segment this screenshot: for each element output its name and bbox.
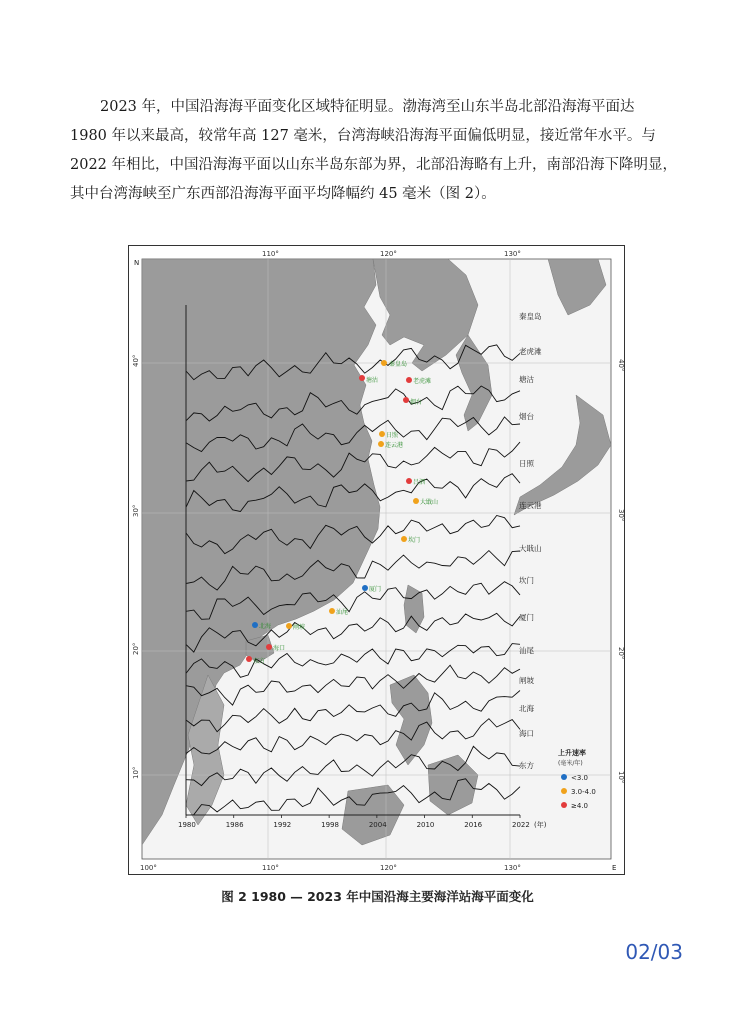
top-lon-tick-110: 110° bbox=[262, 250, 279, 258]
figure-caption: 图 2 1980 — 2023 年中国沿海主要海洋站海平面变化 bbox=[221, 889, 534, 904]
lat-tick-left-10: 10° bbox=[132, 766, 140, 779]
series-label-xiamen: 厦门 bbox=[519, 613, 534, 622]
year-tick-label: 1980 bbox=[178, 821, 196, 829]
series-label-kanmen: 坎门 bbox=[519, 576, 534, 585]
station-name-haikou: 海口 bbox=[273, 645, 286, 652]
series-label-dongfang: 东方 bbox=[519, 761, 534, 770]
east-label: E bbox=[612, 864, 617, 872]
station-dot-daishan bbox=[413, 498, 419, 504]
year-tick-label: 1992 bbox=[273, 821, 292, 829]
station-name-daishan: 大戢山 bbox=[420, 499, 439, 506]
legend-label-low: <3.0 bbox=[571, 774, 588, 782]
station-name-lvsi: 吕泗 bbox=[413, 479, 426, 486]
paragraph-line-2: 1980 年以来最高，较常年高 127 毫米，台湾海峡沿海海平面偏低明显，接近常年水平。与 bbox=[70, 128, 656, 144]
year-tick-label: 1998 bbox=[321, 821, 339, 829]
paragraph-line-4: 其中台湾海峡至广东西部沿海海平面平均降幅约 45 毫米（图 2）。 bbox=[70, 186, 496, 202]
station-name-laohutan: 老虎滩 bbox=[413, 378, 432, 385]
lat-tick-left-20: 20° bbox=[132, 642, 140, 655]
top-lon-tick-120: 120° bbox=[380, 250, 397, 258]
bottom-lon-tick-100: 100° bbox=[140, 864, 157, 872]
series-label-haikou: 海口 bbox=[519, 729, 534, 738]
station-dot-beihai bbox=[252, 622, 258, 628]
legend-dot-mid bbox=[561, 788, 567, 794]
station-dot-lvsi bbox=[406, 478, 412, 484]
lat-tick-right-40: 40° bbox=[617, 359, 625, 372]
series-label-tanggu: 塘沽 bbox=[519, 375, 534, 384]
year-tick-label: 2022 bbox=[512, 821, 530, 829]
station-dot-laohutan bbox=[406, 377, 412, 383]
bottom-lon-tick-120: 120° bbox=[380, 864, 397, 872]
station-dot-tanggu bbox=[359, 375, 365, 381]
station-name-kanmen: 坎门 bbox=[408, 537, 421, 544]
station-name-qinhuangdao: 秦皇岛 bbox=[389, 361, 408, 368]
sea-level-map-figure bbox=[128, 245, 625, 875]
series-label-beihai: 北海 bbox=[519, 704, 534, 713]
station-name-rizhao: 日照 bbox=[386, 432, 399, 439]
station-dot-zhapo bbox=[286, 623, 292, 629]
series-label-lianyungang: 连云港 bbox=[519, 501, 542, 510]
station-dot-xiamen bbox=[362, 585, 368, 591]
station-dot-shanwei bbox=[329, 608, 335, 614]
legend-label-high: ≥4.0 bbox=[571, 802, 588, 810]
station-name-shanwei: 汕尾 bbox=[336, 609, 349, 616]
series-label-yantai: 烟台 bbox=[519, 412, 534, 421]
year-axis-unit: (年) bbox=[534, 821, 547, 829]
series-label-daishan: 大戢山 bbox=[519, 544, 542, 553]
series-label-laohutan: 老虎滩 bbox=[519, 347, 542, 356]
lat-tick-left-30: 30° bbox=[132, 504, 140, 517]
station-dot-haikou bbox=[266, 644, 272, 650]
station-name-tanggu: 塘沽 bbox=[366, 377, 379, 384]
sea-level-map bbox=[128, 245, 625, 875]
station-name-dongfang: 东方 bbox=[253, 658, 266, 665]
bottom-lon-tick-110: 110° bbox=[262, 864, 279, 872]
year-tick-label: 1986 bbox=[225, 821, 244, 829]
station-name-yantai: 烟台 bbox=[410, 399, 423, 406]
station-name-xiamen: 厦门 bbox=[369, 586, 382, 593]
paragraph-line-1: 2023 年，中国沿海海平面变化区域特征明显。渤海湾至山东半岛北部沿海海平面达 bbox=[100, 99, 635, 115]
legend-title: 上升速率 bbox=[558, 749, 586, 757]
station-dot-lianyungang bbox=[378, 441, 384, 447]
legend-label-mid: 3.0-4.0 bbox=[571, 788, 596, 796]
station-dot-rizhao bbox=[379, 431, 385, 437]
series-label-shanwei: 汕尾 bbox=[519, 646, 534, 655]
station-name-lianyungang: 连云港 bbox=[385, 442, 404, 449]
legend-dot-low bbox=[561, 774, 567, 780]
lat-tick-right-10: 10° bbox=[617, 771, 625, 784]
legend-unit: (毫米/年) bbox=[558, 760, 583, 767]
series-label-rizhao: 日照 bbox=[519, 459, 534, 468]
page-number: 02/03 bbox=[625, 940, 683, 964]
station-dot-qinhuangdao bbox=[381, 360, 387, 366]
lat-tick-right-30: 30° bbox=[617, 509, 625, 522]
paragraph-line-3: 2022 年相比，中国沿海海平面以山东半岛东部为界，北部沿海略有上升，南部沿海下降明显， bbox=[70, 157, 678, 173]
series-label-zhapo: 闸坡 bbox=[519, 676, 534, 685]
station-dot-dongfang bbox=[246, 656, 252, 662]
station-name-zhapo: 闸坡 bbox=[293, 624, 306, 631]
station-name-beihai: 北海 bbox=[259, 623, 272, 630]
lat-tick-left-40: 40° bbox=[132, 354, 140, 367]
legend-dot-high bbox=[561, 802, 567, 808]
top-lon-tick-130: 130° bbox=[504, 250, 521, 258]
station-dot-yantai bbox=[403, 397, 409, 403]
station-dot-kanmen bbox=[401, 536, 407, 542]
body-paragraph bbox=[70, 93, 693, 209]
bottom-lon-tick-130: 130° bbox=[504, 864, 521, 872]
year-tick-label: 2004 bbox=[368, 821, 387, 829]
year-tick-label: 2010 bbox=[416, 821, 435, 829]
year-tick-label: 2016 bbox=[464, 821, 483, 829]
lat-tick-right-20: 20° bbox=[617, 647, 625, 660]
series-label-qinhuangdao: 秦皇岛 bbox=[519, 312, 542, 321]
north-label: N bbox=[134, 259, 140, 267]
